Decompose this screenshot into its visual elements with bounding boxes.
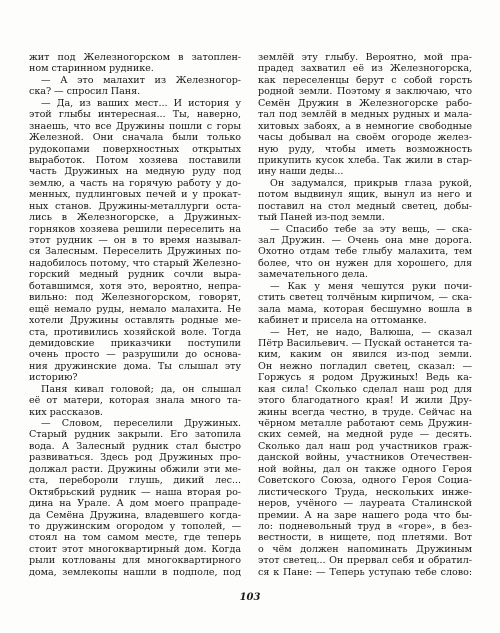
text-line: этот рудник — он в то время называл- bbox=[29, 235, 241, 246]
text-line: хотели Дружины оставлять родные ме- bbox=[29, 315, 241, 327]
text-line: ким, каким он явился из-под земли. bbox=[258, 349, 472, 361]
text-line: Железной. Они сначала были только bbox=[29, 132, 241, 144]
text-line: ных станов. Дружины-металлурги оста- bbox=[29, 200, 241, 212]
text-line: вода. А Залесный рудник стал быстро bbox=[29, 440, 241, 452]
text-line: о чём должен напоминать Дружиным bbox=[258, 543, 472, 555]
text-line: Старый рудник закрыли. Его затопила bbox=[29, 429, 241, 441]
text-line: этого благодатного края! И жили Дру- bbox=[258, 395, 472, 407]
text-line: ботавшимся, хотя это, вероятно, непра- bbox=[29, 280, 241, 292]
text-column-right bbox=[258, 52, 472, 578]
text-line: более, что он нужен для хорошего, для bbox=[258, 257, 472, 269]
text-line: жит под Железногорском в затоплен- bbox=[29, 52, 241, 63]
text-line: жины всегда честно, в труде. Сейчас на bbox=[258, 406, 472, 418]
page-number: 103 bbox=[239, 592, 261, 603]
text-line: ном старинном руднике. bbox=[29, 63, 154, 75]
text-column-left bbox=[29, 52, 241, 578]
text-line: часть Дружиных на медную руду под bbox=[29, 166, 241, 178]
text-line: лись в Железногорске, а Дружиных- bbox=[29, 212, 241, 224]
text-line: прадед захватил её из Железногорска, bbox=[258, 63, 472, 75]
text-line: листического Труда, нескольких инже- bbox=[258, 486, 472, 498]
text-line: должал расти. Дружины обжили эти ме- bbox=[29, 463, 241, 475]
text-line: Охотно отдам тебе глыбу малахита, тем bbox=[258, 246, 472, 258]
text-line: — Да, из ваших мест... И история у bbox=[41, 97, 241, 109]
text-line: — Спасибо тебе за эту вещь, — ска- bbox=[270, 223, 472, 235]
text-line: тал под землёй в медных рудных и мала- bbox=[258, 109, 472, 121]
text-line: — А это малахит из Железногор- bbox=[41, 74, 241, 86]
text-line: замечательного дела. bbox=[258, 269, 368, 281]
text-line: Он задумался, прикрыв глаза рукой, bbox=[270, 177, 472, 189]
text-line: тый Паней из-под земли. bbox=[258, 212, 385, 224]
text-line: землёй эту глыбу. Вероятно, мой пра- bbox=[258, 52, 472, 63]
text-line: стить светец толчёным кирпичом, — ска- bbox=[258, 292, 472, 304]
text-line: кабинет и присела на оттоманке. bbox=[258, 315, 427, 327]
text-line: чёрном металле работают семь Дружин- bbox=[258, 418, 472, 429]
text-line: дома, землекопы нашли в подполе, под bbox=[29, 566, 241, 578]
text-line: Пётр Васильевич. — Пускай останется та- bbox=[258, 337, 472, 349]
text-line: рыли котлованы для многоквартирного bbox=[29, 555, 241, 567]
text-line: — Как у меня чешутся руки почи- bbox=[270, 280, 472, 292]
text-line: премии. А на заре нашего рода что бы- bbox=[258, 509, 472, 521]
text-line: ста, противились хозяйской воле. Тогда bbox=[29, 326, 241, 338]
text-line: ских семей, на медной руде — десять. bbox=[258, 429, 472, 441]
text-line: очень просто — разрушили до основа- bbox=[29, 349, 241, 361]
text-line: ную руду, чтобы иметь возможность bbox=[258, 143, 472, 155]
text-line: прикупить кусок хлеба. Так жили в стар- bbox=[258, 154, 472, 166]
text-line: ста, перебороли глушь, дикий лес... bbox=[29, 475, 241, 487]
text-line: Паня кивал головой; да, он слышал bbox=[41, 383, 241, 395]
text-line: то дружинским огородом у тополей, — bbox=[29, 520, 241, 532]
text-line: родной земли. Поэтому я заключаю, что bbox=[258, 86, 472, 98]
text-line: потом выдвинул ящик, вынул из него и bbox=[258, 189, 472, 201]
text-line: демидовские приказчики поступили bbox=[29, 337, 241, 349]
text-line: стоял на том самом месте, где теперь bbox=[29, 532, 241, 544]
text-line: надобилось потому, что старый Железно- bbox=[29, 257, 241, 269]
text-line: неров, учёного — лауреата Сталинской bbox=[258, 498, 472, 510]
text-line: как переселенцы берут с собой горсть bbox=[258, 74, 472, 86]
text-line: ещё немало руды, немало малахита. Не bbox=[29, 303, 241, 315]
text-line: кая сила! Сколько сделал наш род для bbox=[258, 383, 472, 395]
text-line: этот светец... Он прервал себя и обратил- bbox=[258, 555, 472, 567]
text-line: да Семёна Дружина, владевшего когда- bbox=[29, 509, 241, 521]
text-line: — Нет, не надо, Валюша, — сказал bbox=[270, 326, 472, 338]
text-line: рудокопами поверхностных открытых bbox=[29, 143, 241, 155]
text-line: часы добывал на своём огороде желез- bbox=[258, 132, 472, 144]
text-line: поставил на стол медный светец, добы- bbox=[258, 200, 472, 212]
text-line: горский медный рудник сочли выра- bbox=[29, 269, 241, 281]
text-line: Октябрьский рудник — наша вторая ро- bbox=[29, 486, 241, 498]
text-line: этой глыбы интересная... Ты, наверно, bbox=[29, 109, 241, 121]
text-line: — Словом, переселили Дружиных. bbox=[41, 418, 241, 429]
text-line: вестности, в нищете, под плетями. Вот bbox=[258, 532, 472, 544]
text-line: выработок. Потом хозяева поставили bbox=[29, 154, 241, 166]
text-line: развиваться. Здесь род Дружиных про- bbox=[29, 452, 241, 464]
text-line: зал Дружин. — Очень она мне дорога. bbox=[258, 235, 472, 246]
text-line: знаешь, что все Дружины пошли с горы bbox=[29, 120, 241, 132]
text-line: ину наши деды... bbox=[258, 166, 344, 178]
text-line: ся к Пане: — Теперь уступаю тебе слово: bbox=[258, 566, 472, 578]
text-line: ска? — спросил Паня. bbox=[29, 86, 141, 98]
text-line: дина на Урале. А дом моего прапраде- bbox=[29, 498, 241, 510]
text-line: данской войны, участников Отечествен- bbox=[258, 452, 472, 464]
text-line: ких рассказов. bbox=[29, 406, 103, 418]
text-line: ся Залесным. Переселить Дружиных по- bbox=[29, 246, 241, 258]
text-line: землю, а часть на горячую работу у до- bbox=[29, 177, 241, 189]
text-line: хитовых забоях, а в немногие свободные bbox=[258, 120, 472, 132]
text-line: историю? bbox=[29, 372, 78, 384]
text-line: менных, пудлинговых печей и у прокат- bbox=[29, 189, 241, 201]
text-line: её от матери, которая знала много та- bbox=[29, 395, 241, 407]
text-line: ния дружинские дома. Ты слышал эту bbox=[29, 360, 241, 372]
text-line: ной войны, дал он также одного Героя bbox=[258, 463, 472, 475]
text-line: Советского Союза, одного Героя Социа- bbox=[258, 475, 472, 487]
text-line: ло: подневольный труд в «горе», в без- bbox=[258, 520, 472, 532]
text-line: горняков хозяева решили переселить на bbox=[29, 223, 241, 235]
text-line: Семён Дружин в Железногорске рабо- bbox=[258, 97, 472, 109]
text-line: зала мама, которая бесшумно вошла в bbox=[258, 303, 472, 315]
text-line: Сколько дал наш род участников граж- bbox=[258, 440, 472, 452]
text-line: Он нежно погладил светец, сказал: — bbox=[258, 360, 472, 372]
text-line: Горжусь я родом Дружиных! Ведь ка- bbox=[258, 372, 472, 384]
text-line: стоит этот многоквартирный дом. Когда bbox=[29, 543, 241, 555]
text-line: вильно: под Железногорском, говорят, bbox=[29, 292, 241, 304]
